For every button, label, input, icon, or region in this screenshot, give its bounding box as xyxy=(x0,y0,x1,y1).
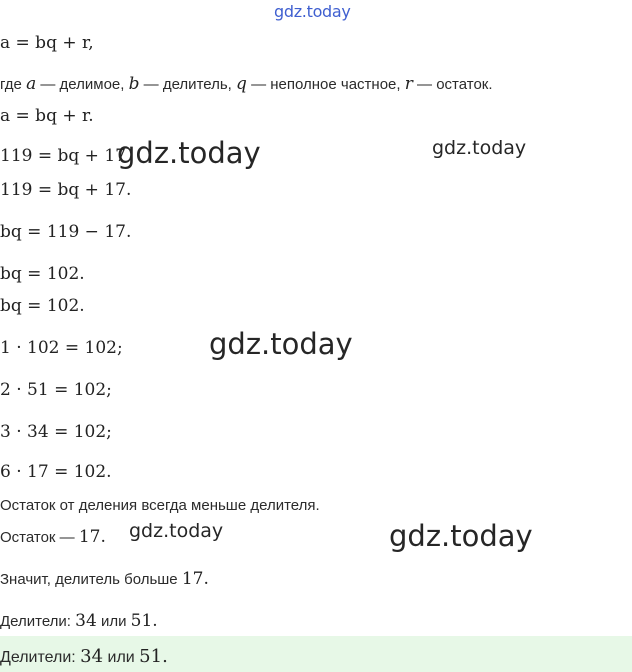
remainder-rule: Остаток от деления всегда меньше делителя. xyxy=(0,497,320,514)
equation-bq-result-2: bq = 102. xyxy=(0,296,85,316)
divisor-34: 34 xyxy=(75,611,97,631)
watermark-4: gdz.today xyxy=(129,520,224,542)
equation-substituted: 119 = bq + 17 xyxy=(0,146,126,166)
watermark-5: gdz.today xyxy=(389,519,533,553)
answer-line xyxy=(0,646,168,667)
equation-general-2: a = bq + r. xyxy=(0,106,94,126)
definition-text: — неполное частное, xyxy=(246,76,405,93)
answer-51: 51. xyxy=(139,646,168,667)
answer-label: Делители: xyxy=(0,649,81,666)
divisor-51: 51. xyxy=(130,611,158,631)
equation-bq-subtract: bq = 119 − 17. xyxy=(0,222,132,242)
factorization-3: 3 · 34 = 102; xyxy=(0,422,112,442)
watermark-3: gdz.today xyxy=(209,327,353,361)
definition-text: — делимое, xyxy=(36,76,129,93)
remainder-line xyxy=(0,527,106,547)
definition-text: — остаток. xyxy=(412,76,493,93)
equation-bq-result: bq = 102. xyxy=(0,264,85,284)
definition-text: — делитель, xyxy=(139,76,237,93)
divisors-line xyxy=(0,611,158,631)
divisor-condition-value: 17. xyxy=(181,569,209,589)
remainder-value: 17. xyxy=(78,527,106,547)
watermark-top: gdz.today xyxy=(274,2,351,21)
remainder-label: Остаток — xyxy=(0,529,79,546)
var-b: b xyxy=(128,74,140,94)
equation-general: a = bq + r, xyxy=(0,33,94,53)
watermark-2: gdz.today xyxy=(432,137,527,159)
answer-34: 34 xyxy=(80,646,104,667)
factorization-1: 1 · 102 = 102; xyxy=(0,338,123,358)
equation-substituted-2: 119 = bq + 17. xyxy=(0,180,132,200)
definition-line xyxy=(0,74,493,94)
var-q: q xyxy=(236,74,247,94)
var-a: a xyxy=(26,74,37,94)
definition-text: где xyxy=(0,76,27,93)
factorization-4: 6 · 17 = 102. xyxy=(0,462,112,482)
divisor-condition-line xyxy=(0,569,209,589)
divisor-condition-text: Значит, делитель больше xyxy=(0,571,182,588)
var-r: r xyxy=(404,74,413,94)
answer-or: или xyxy=(103,649,140,666)
divisors-label: Делители: xyxy=(0,613,76,630)
factorization-2: 2 · 51 = 102; xyxy=(0,380,112,400)
watermark-1: gdz.today xyxy=(117,136,261,170)
divisors-or: или xyxy=(96,613,131,630)
